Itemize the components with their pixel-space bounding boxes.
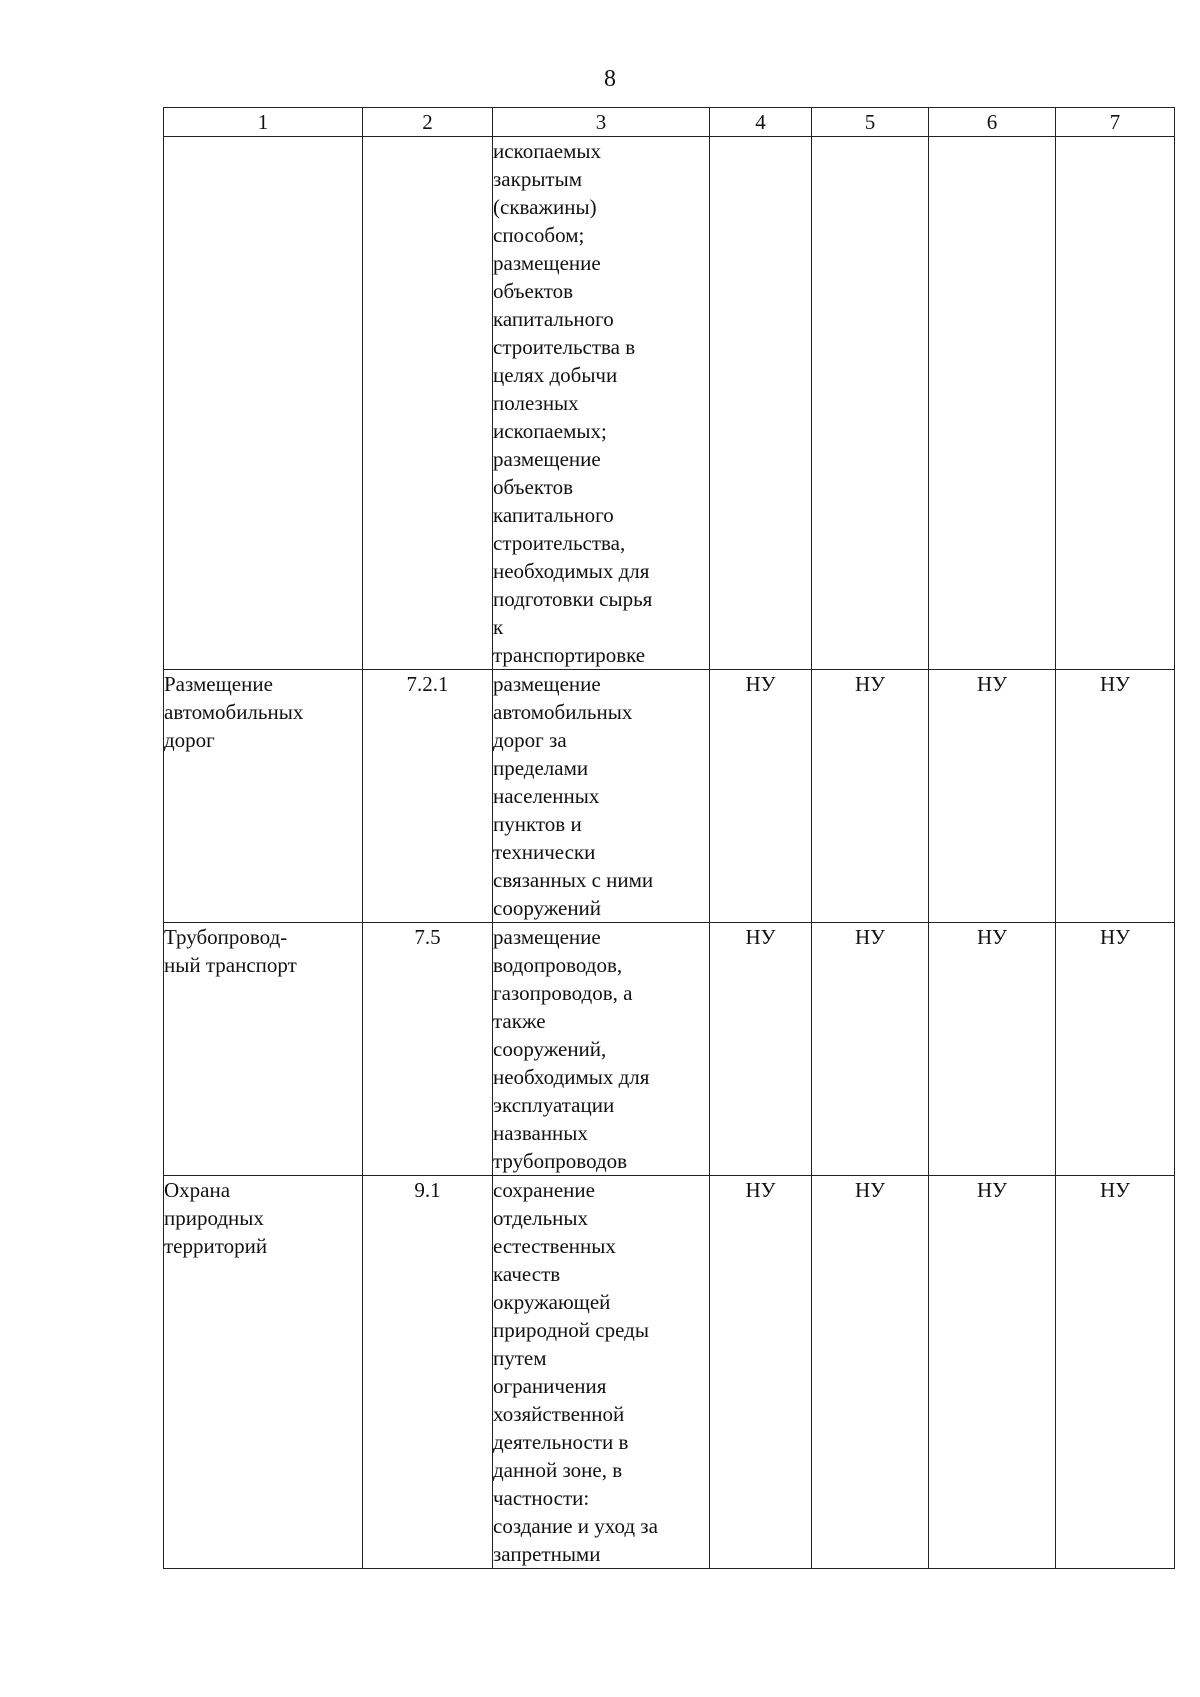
use-description-cell-line: размещение — [493, 447, 601, 471]
use-description-cell-line: ограничения — [493, 1374, 607, 1398]
table-row — [164, 670, 1175, 923]
use-description-cell-line: качеств — [493, 1262, 561, 1286]
use-type-name-cell — [164, 923, 363, 1176]
table-row — [164, 1176, 1175, 1569]
use-description-cell-line: связанных с ними — [493, 868, 654, 892]
col6-value-cell: НУ — [929, 1176, 1056, 1569]
use-type-name-cell — [164, 670, 363, 923]
col5-value-cell: НУ — [812, 923, 929, 1176]
use-code-cell: 7.5 — [363, 923, 493, 1176]
col7-value-cell — [1056, 137, 1175, 670]
use-description-cell — [493, 1176, 710, 1569]
page-number: 8 — [604, 66, 616, 92]
use-description-cell-line: ископаемых — [493, 139, 601, 163]
use-type-name-cell — [164, 137, 363, 670]
use-description-cell-line: способом; — [493, 223, 585, 247]
use-description-cell-line: технически — [493, 840, 596, 864]
use-description-cell-line: необходимых для — [493, 1065, 650, 1089]
use-description-cell-line: (скважины) — [493, 195, 597, 219]
use-type-name-cell-line: Трубопровод- — [164, 925, 288, 949]
col6-value-cell — [929, 137, 1056, 670]
use-description-cell-line: строительства в — [493, 335, 636, 359]
use-code-cell: 9.1 — [363, 1176, 493, 1569]
use-description-cell-line: данной зоне, в — [493, 1458, 623, 1482]
use-type-name-cell-line: ный транспорт — [164, 953, 297, 977]
table-body — [164, 108, 1175, 1569]
use-description-cell-line: сооружений, — [493, 1037, 607, 1061]
table-row — [164, 137, 1175, 670]
use-description-cell-line: эксплуатации — [493, 1093, 615, 1117]
col5-value-cell: НУ — [812, 1176, 929, 1569]
use-description-cell — [493, 923, 710, 1176]
header-cell-6: 6 — [929, 108, 1056, 137]
col6-value-cell: НУ — [929, 670, 1056, 923]
use-description-cell-line: окружающей — [493, 1290, 611, 1314]
use-code-cell: 7.2.1 — [363, 670, 493, 923]
header-cell-1: 1 — [164, 108, 363, 137]
use-description-cell-line: целях добычи — [493, 363, 618, 387]
use-description-cell-line: хозяйственной — [493, 1402, 625, 1426]
use-type-name-cell-line: территорий — [164, 1234, 268, 1258]
use-description-cell-line: подготовки сырья — [493, 587, 653, 611]
use-description-cell-line: строительства, — [493, 531, 626, 555]
use-code-cell — [363, 137, 493, 670]
use-description-cell-line: трубопроводов — [493, 1149, 628, 1173]
use-description-cell — [493, 137, 710, 670]
use-description-cell-line: размещение — [493, 672, 601, 696]
use-description-cell-line: объектов — [493, 475, 574, 499]
col4-value-cell: НУ — [710, 670, 812, 923]
use-description-cell-line: естественных — [493, 1234, 616, 1258]
use-description-cell-line: населенных — [493, 784, 600, 808]
header-cell-2: 2 — [363, 108, 493, 137]
use-description-cell-line: отдельных — [493, 1206, 589, 1230]
use-description-cell-line: пределами — [493, 756, 589, 780]
use-description-cell-line: также — [493, 1009, 546, 1033]
use-description-cell-line: закрытым — [493, 167, 583, 191]
use-description-cell-line: капитального — [493, 503, 614, 527]
table-row — [164, 923, 1175, 1176]
use-description-cell-line: капитального — [493, 307, 614, 331]
use-description-cell-line: размещение — [493, 251, 601, 275]
use-description-cell-line: транспортировке — [493, 643, 646, 667]
use-description-cell-line: полезных — [493, 391, 579, 415]
use-description-cell-line: природной среды — [493, 1318, 649, 1342]
header-cell-3: 3 — [493, 108, 710, 137]
use-type-name-cell-line: дорог — [164, 728, 215, 752]
use-description-cell-line: размещение — [493, 925, 601, 949]
use-type-name-cell — [164, 1176, 363, 1569]
use-description-cell-line: сохранение — [493, 1178, 595, 1202]
use-type-name-cell-line: Размещение — [164, 672, 273, 696]
use-description-cell-line: объектов — [493, 279, 574, 303]
use-description-cell-line: водопроводов, — [493, 953, 623, 977]
col6-value-cell: НУ — [929, 923, 1056, 1176]
land-use-table — [163, 107, 1175, 1569]
header-cell-4: 4 — [710, 108, 812, 137]
use-description-cell-line: газопроводов, а — [493, 981, 633, 1005]
col5-value-cell — [812, 137, 929, 670]
col4-value-cell: НУ — [710, 923, 812, 1176]
col5-value-cell: НУ — [812, 670, 929, 923]
use-description-cell-line: ископаемых; — [493, 419, 607, 443]
use-type-name-cell-line: автомобильных — [164, 700, 304, 724]
use-description-cell-line: необходимых для — [493, 559, 650, 583]
use-description-cell-line: названных — [493, 1121, 588, 1145]
col4-value-cell — [710, 137, 812, 670]
col7-value-cell: НУ — [1056, 923, 1175, 1176]
use-description-cell-line: запретными — [493, 1542, 601, 1566]
use-type-name-cell-line: Охрана — [164, 1178, 231, 1202]
use-description-cell-line: автомобильных — [493, 700, 633, 724]
col7-value-cell: НУ — [1056, 670, 1175, 923]
header-cell-7: 7 — [1056, 108, 1175, 137]
use-description-cell-line: создание и уход за — [493, 1514, 658, 1538]
use-description-cell-line: дорог за — [493, 728, 567, 752]
use-description-cell-line: частности: — [493, 1486, 590, 1510]
header-cell-5: 5 — [812, 108, 929, 137]
use-description-cell-line: к — [493, 615, 504, 639]
use-type-name-cell-line: природных — [164, 1206, 264, 1230]
use-description-cell-line: пунктов и — [493, 812, 582, 836]
use-description-cell — [493, 670, 710, 923]
col7-value-cell: НУ — [1056, 1176, 1175, 1569]
col4-value-cell: НУ — [710, 1176, 812, 1569]
header-row — [164, 108, 1175, 137]
use-description-cell-line: деятельности в — [493, 1430, 629, 1454]
use-description-cell-line: путем — [493, 1346, 547, 1370]
use-description-cell-line: сооружений — [493, 896, 602, 920]
